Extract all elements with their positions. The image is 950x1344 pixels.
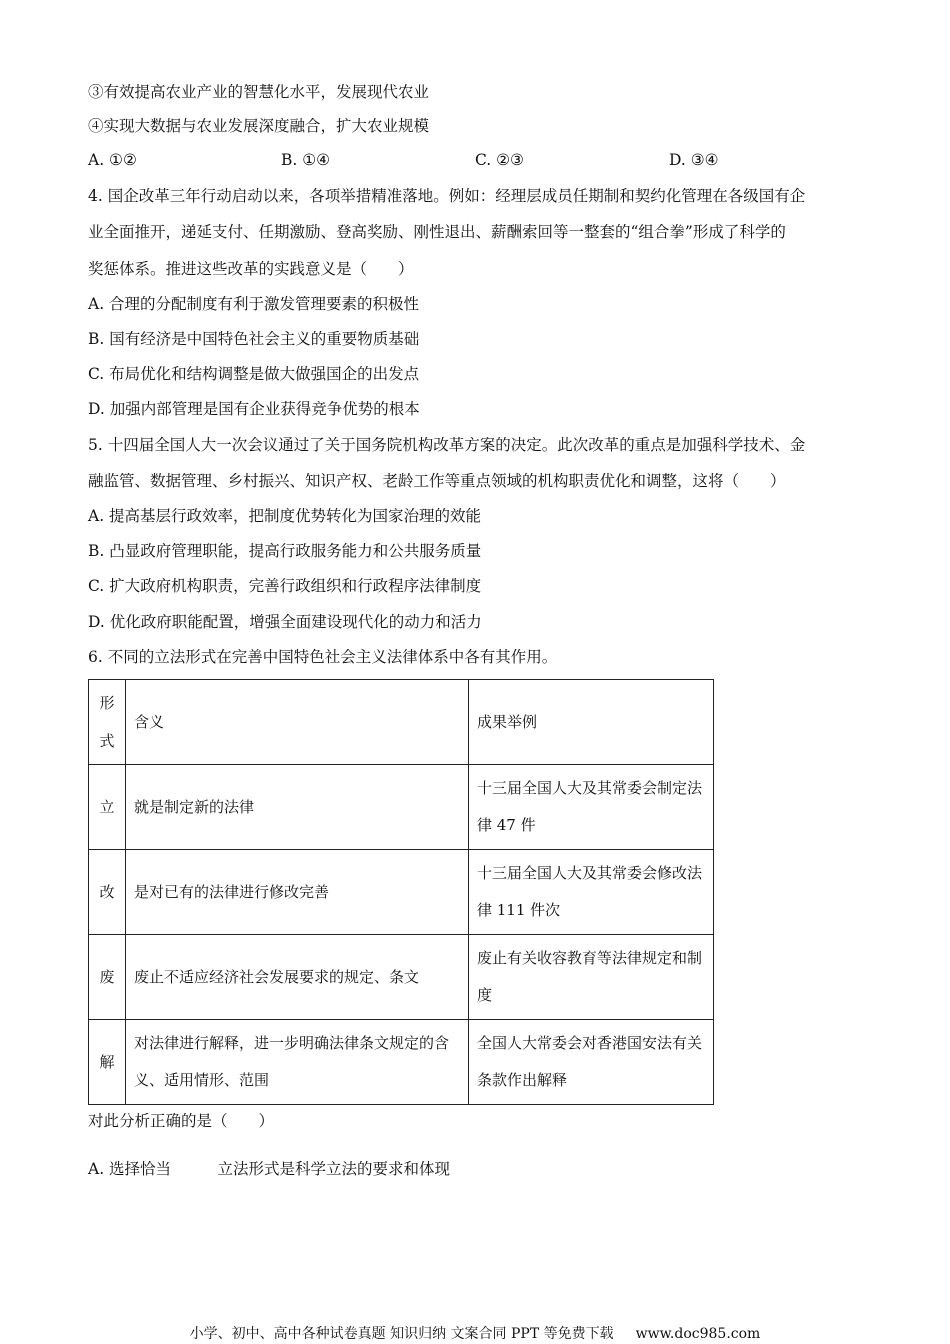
q3-option-d: D. ③④: [669, 151, 719, 169]
q4-stem-line-3: 奖惩体系。推进这些改革的实践意义是（ ）: [88, 260, 414, 278]
q3-option-a: A. ①②: [88, 151, 137, 169]
table-row: [89, 850, 714, 935]
footer-text: 小学、初中、高中各种试卷真题 知识归纳 文案合同 PPT 等免费下载: [189, 1326, 614, 1342]
q5-stem-line-2: 融监管、数据管理、乡村振兴、知识产权、老龄工作等重点领域的机构职责优化和调整，这将（ ）: [88, 472, 786, 490]
row-form: 立: [89, 765, 126, 850]
row-example: 十三届全国人大及其常委会制定法律 47 件: [469, 765, 714, 850]
table-row: [89, 765, 714, 850]
q5-option-c: C. 扩大政府机构职责，完善行政组织和行政程序法律制度: [88, 577, 482, 595]
row-example: 十三届全国人大及其常委会修改法律 111 件次: [469, 850, 714, 935]
q5-stem-line-1: 5. 十四届全国人大一次会议通过了关于国务院机构改革方案的决定。此次改革的重点是加强科学技术、金: [88, 436, 806, 454]
q3-statement-4: ④实现大数据与农业发展深度融合，扩大农业规模: [88, 117, 430, 135]
table-header-row: [89, 680, 714, 765]
q6-stem: 6. 不同的立法形式在完善中国特色社会主义法律体系中各有其作用。: [88, 648, 558, 666]
q4-option-b: B. 国有经济是中国特色社会主义的重要物质基础: [88, 330, 420, 348]
q5-option-d: D. 优化政府职能配置，增强全面建设现代化的动力和活力: [88, 613, 482, 631]
row-meaning: 就是制定新的法律: [126, 765, 469, 850]
table-row: [89, 1020, 714, 1105]
q4-option-d: D. 加强内部管理是国有企业获得竞争优势的根本: [88, 400, 420, 418]
row-form: 解: [89, 1020, 126, 1105]
page-footer: [0, 1323, 950, 1343]
legislation-forms-table: [88, 679, 714, 1105]
row-form: 废: [89, 935, 126, 1020]
q3-statement-3: ③有效提高农业产业的智慧化水平，发展现代农业: [88, 83, 430, 101]
q4-option-a: A. 合理的分配制度有利于激发管理要素的积极性: [88, 295, 420, 313]
header-example: 成果举例: [469, 680, 714, 765]
row-meaning: 废止不适应经济社会发展要求的规定、条文: [126, 935, 469, 1020]
q6-option-a: A. 选择恰当 立法形式是科学立法的要求和体现: [88, 1160, 451, 1178]
q5-option-b: B. 凸显政府管理职能，提高行政服务能力和公共服务质量: [88, 542, 482, 560]
header-form: 形式: [89, 680, 126, 765]
table-row: [89, 935, 714, 1020]
q5-option-a: A. 提高基层行政效率，把制度优势转化为国家治理的效能: [88, 507, 482, 525]
q3-option-c: C. ②③: [475, 151, 524, 169]
q4-stem-line-1: 4. 国企改革三年行动启动以来，各项举措精准落地。例如：经理层成员任期制和契约化管理在各级国有企: [88, 187, 806, 205]
q4-option-c: C. 布局优化和结构调整是做大做强国企的出发点: [88, 365, 420, 383]
row-example: 废止有关收容教育等法律规定和制度: [469, 935, 714, 1020]
row-example: 全国人大常委会对香港国安法有关条款作出解释: [469, 1020, 714, 1105]
q3-option-b: B. ①④: [281, 151, 331, 169]
row-meaning: 对法律进行解释，进一步明确法律条文规定的含义、适用情形、范围: [126, 1020, 469, 1105]
row-form: 改: [89, 850, 126, 935]
q6-question: 对此分析正确的是（ ）: [88, 1112, 275, 1130]
footer-site-link[interactable]: www.doc985.com: [635, 1326, 761, 1342]
q4-stem-line-2: 业全面推开，递延支付、任期激励、登高奖励、刚性退出、薪酬索回等一整套的“组合拳”形成了科学的: [88, 223, 786, 241]
row-meaning: 是对已有的法律进行修改完善: [126, 850, 469, 935]
header-meaning: 含义: [126, 680, 469, 765]
